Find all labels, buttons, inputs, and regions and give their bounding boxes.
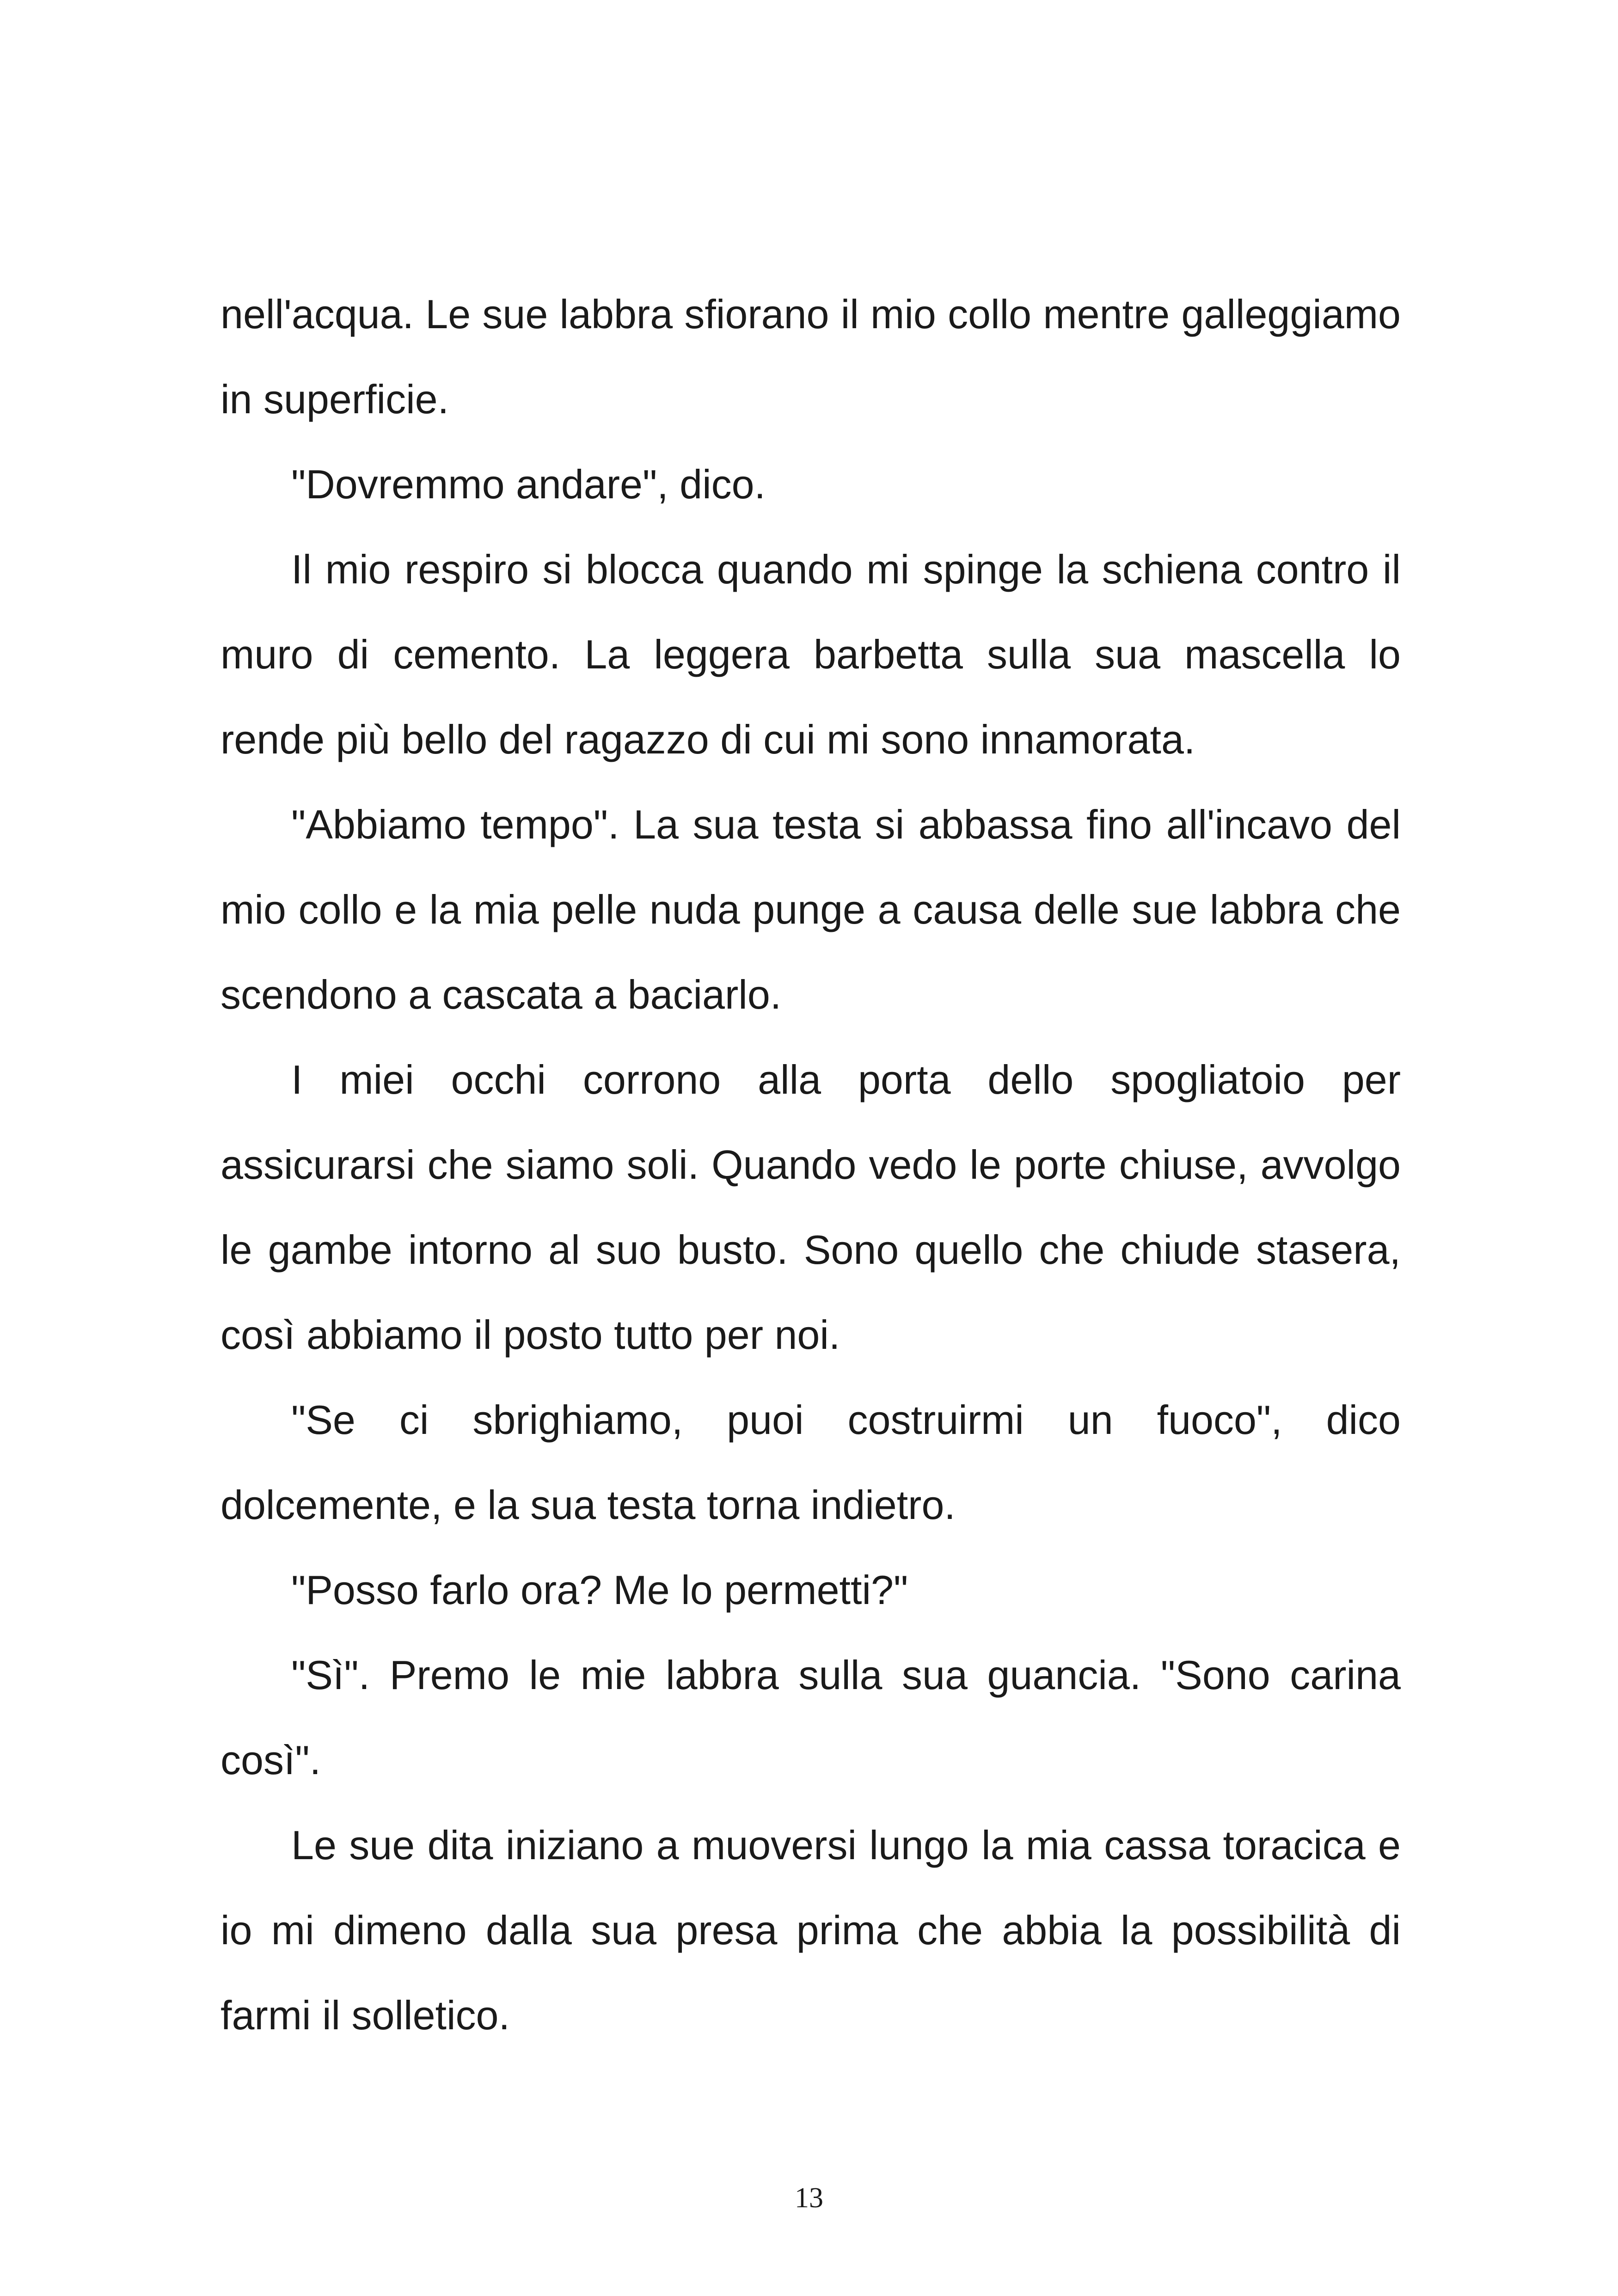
paragraph-2: "Dovremmo andare", dico. (291, 461, 766, 507)
paragraph-5: I miei occhi corrono alla porta dello spogliatoio per assicurarsi che siamo soli. Quando vedo le porte chiuse, avvolgo le gambe intorno al suo busto. Sono quello che chiude stasera, così abbiamo il posto tutto per noi. (221, 1057, 1401, 1358)
paragraph-1: nell'acqua. Le sue labbra sfiorano il mio collo mentre galleggiamo in superficie. (221, 291, 1401, 422)
body-text (221, 272, 1401, 2058)
paragraph-3: Il mio respiro si blocca quando mi spinge la schiena contro il muro di cemento. La leggera barbetta sulla sua mascella lo rende più bello del ragazzo di cui mi sono innamorata. (221, 546, 1401, 762)
paragraph-4: "Abbiamo tempo". La sua testa si abbassa fino all'incavo del mio collo e la mia pelle nuda punge a causa delle sue labbra che scendono a cascata a baciarlo. (221, 802, 1401, 1017)
paragraph-7: "Posso farlo ora? Me lo permetti?" (291, 1567, 908, 1613)
paragraph-6: "Se ci sbrighiamo, puoi costruirmi un fuoco", dico dolcemente, e la sua testa torna indietro. (221, 1397, 1401, 1528)
paragraph-9: Le sue dita iniziano a muoversi lungo la mia cassa toracica e io mi dimeno dalla sua presa prima che abbia la possibilità di farmi il solletico. (221, 1822, 1401, 2038)
page-number: 13 (795, 2182, 823, 2214)
paragraph-8: "Sì". Premo le mie labbra sulla sua guancia. "Sono carina così". (221, 1652, 1401, 1783)
